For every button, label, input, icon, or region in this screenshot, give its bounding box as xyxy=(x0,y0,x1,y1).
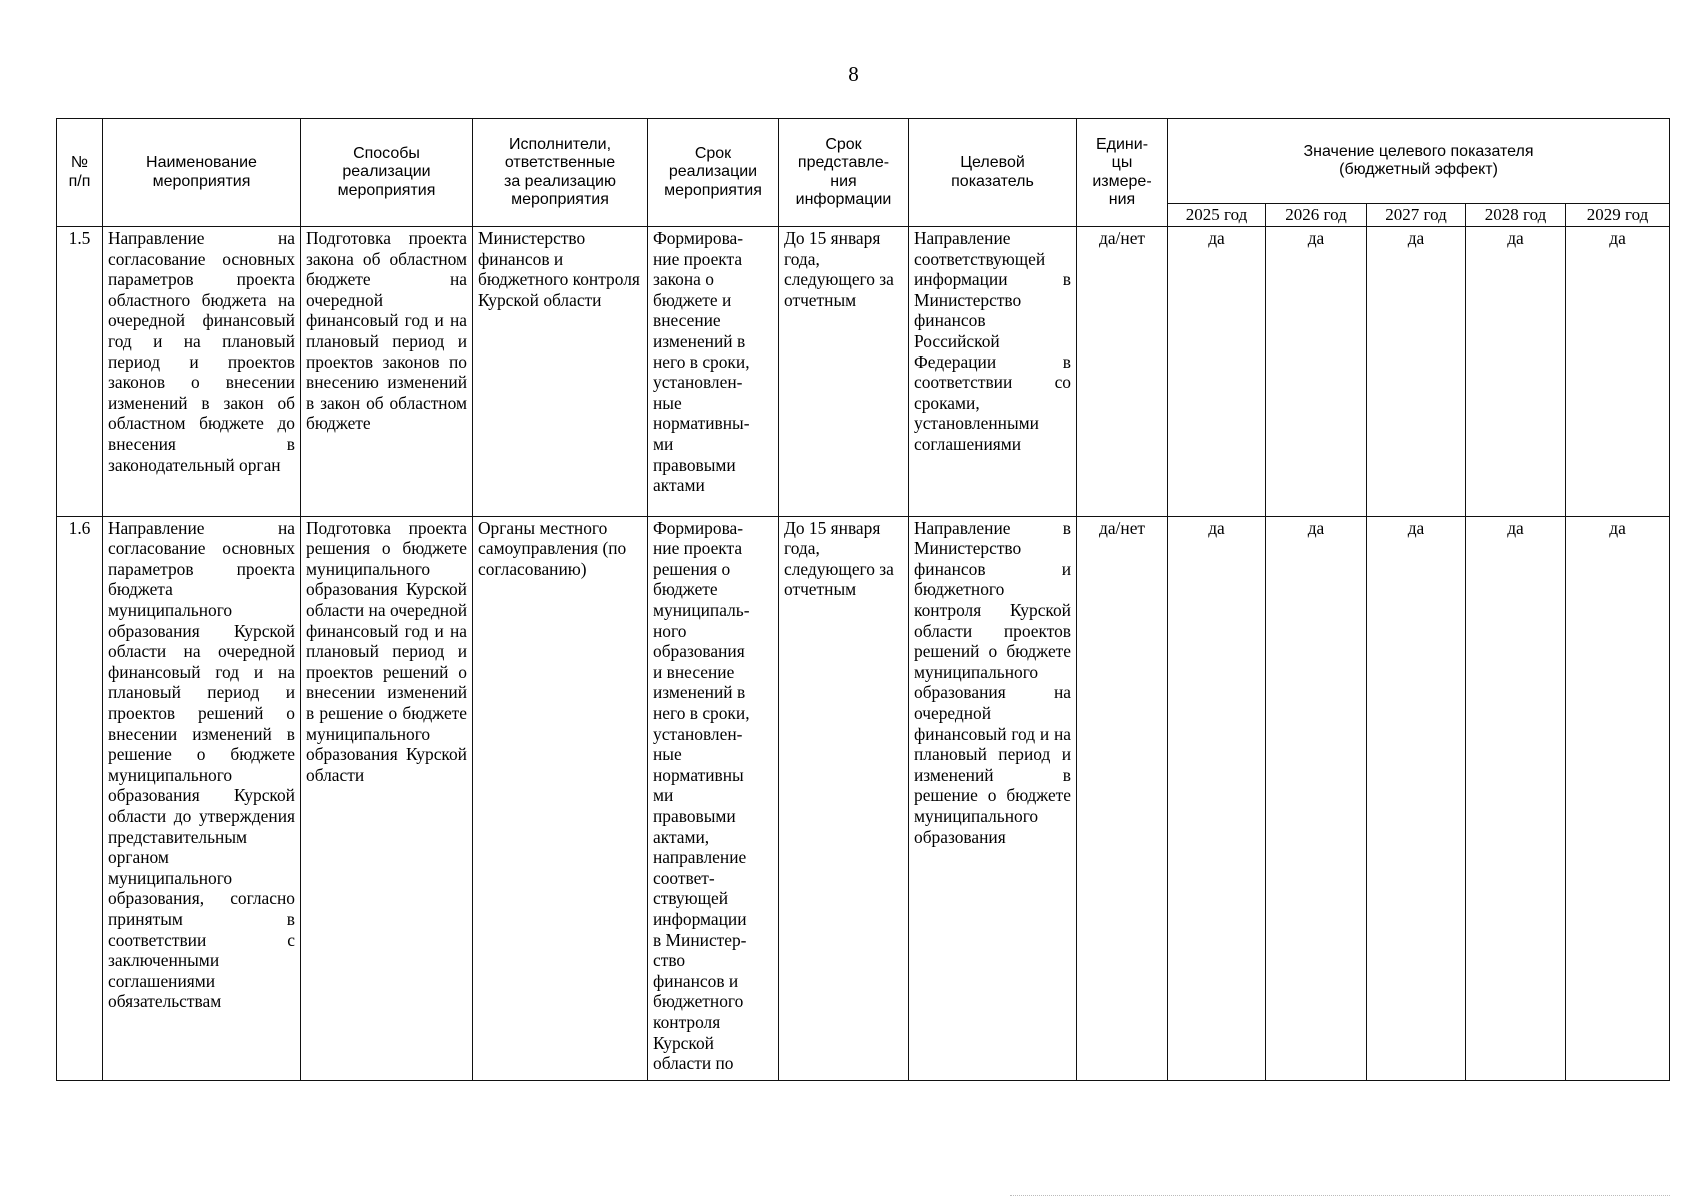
row-value-2025: да xyxy=(1168,516,1266,1080)
row-value-2029: да xyxy=(1566,516,1670,1080)
measures-table xyxy=(56,118,1670,1081)
header-year-2027: 2027 год xyxy=(1367,204,1466,227)
row-target: Направление в Министерство финансов и бюджетного контроля Курской области проектов решений о бюджете муниципального образования на очередной финансовый год и на плановый период и изменений в решение о бюджете муниципального образования xyxy=(909,516,1077,1080)
row-term: Формирова- ние проекта решения о бюджете муниципаль- ного образования и внесение изменений в него в сроки, установлен- ные нормативны ми правовыми актами, направление соответ- ствующей информации в Министер- ство финансов и бюджетного контроля Курской области по xyxy=(648,516,779,1080)
row-methods: Подготовка проекта закона об областном бюджете на очередной финансовый год и на плановый период и проектов законов по внесению изменений в закон об областном бюджете xyxy=(301,227,473,517)
row-methods: Подготовка проекта решения о бюджете муниципального образования Курской области на очередной финансовый год и на плановый период и проектов решений о внесении изменений в решение о бюджете муниципального образования Курской области xyxy=(301,516,473,1080)
page-number: 8 xyxy=(848,62,859,86)
header-year-2026: 2026 год xyxy=(1266,204,1367,227)
row-report-term: До 15 января года, следующего за отчетным xyxy=(779,516,909,1080)
row-executors: Органы местного самоуправления (по согласованию) xyxy=(473,516,648,1080)
row-report-term: До 15 января года, следующего за отчетным xyxy=(779,227,909,517)
row-value-2027: да xyxy=(1367,227,1466,517)
row-name: Направление на согласование основных параметров проекта бюджета муниципального образования Курской области на очередной финансовый год и на плановый период и проектов решений о внесении изменений в решение о бюджете муниципального образования Курской области до утверждения представительным органом муниципального образования, согласно принятым в соответствии с заключенными соглашениями обязательствам xyxy=(103,516,301,1080)
scan-artifact-line xyxy=(1010,1195,1670,1197)
header-year-2028: 2028 год xyxy=(1466,204,1566,227)
row-value-2028: да xyxy=(1466,516,1566,1080)
header-units: Едини- цы измере- ния xyxy=(1077,119,1168,227)
header-year-2025: 2025 год xyxy=(1168,204,1266,227)
row-name: Направление на согласование основных параметров проекта областного бюджета на очередной финансовый год и на плановый период и проектов законов о внесении изменений в закон об областном бюджете до внесения в законодательный орган xyxy=(103,227,301,517)
row-value-2028: да xyxy=(1466,227,1566,517)
row-value-2029: да xyxy=(1566,227,1670,517)
row-units: да/нет xyxy=(1077,516,1168,1080)
header-executors: Исполнители, ответственные за реализацию мероприятия xyxy=(473,119,648,227)
header-methods: Способы реализации мероприятия xyxy=(301,119,473,227)
table-row xyxy=(57,516,1670,1080)
row-value-2027: да xyxy=(1367,516,1466,1080)
row-value-2026: да xyxy=(1266,516,1367,1080)
table-row xyxy=(57,227,1670,517)
header-name: Наименование мероприятия xyxy=(103,119,301,227)
row-target: Направление соответствующей информации в Министерство финансов Российской Федерации в соответствии со сроками, установленными соглашениями xyxy=(909,227,1077,517)
row-term: Формирова- ние проекта закона о бюджете и внесение изменений в него в сроки, установлен- ные нормативны- ми правовыми актами xyxy=(648,227,779,517)
header-value-group: Значение целевого показателя (бюджетный эффект) xyxy=(1168,119,1670,204)
row-value-2026: да xyxy=(1266,227,1367,517)
row-num: 1.6 xyxy=(57,516,103,1080)
row-num: 1.5 xyxy=(57,227,103,517)
header-row xyxy=(57,119,1670,204)
header-year-2029: 2029 год xyxy=(1566,204,1670,227)
row-executors: Министерство финансов и бюджетного контроля Курской области xyxy=(473,227,648,517)
header-target: Целевой показатель xyxy=(909,119,1077,227)
row-units: да/нет xyxy=(1077,227,1168,517)
header-term: Срок реализации мероприятия xyxy=(648,119,779,227)
header-num: № п/п xyxy=(57,119,103,227)
header-report-term: Срок представле- ния информации xyxy=(779,119,909,227)
row-value-2025: да xyxy=(1168,227,1266,517)
